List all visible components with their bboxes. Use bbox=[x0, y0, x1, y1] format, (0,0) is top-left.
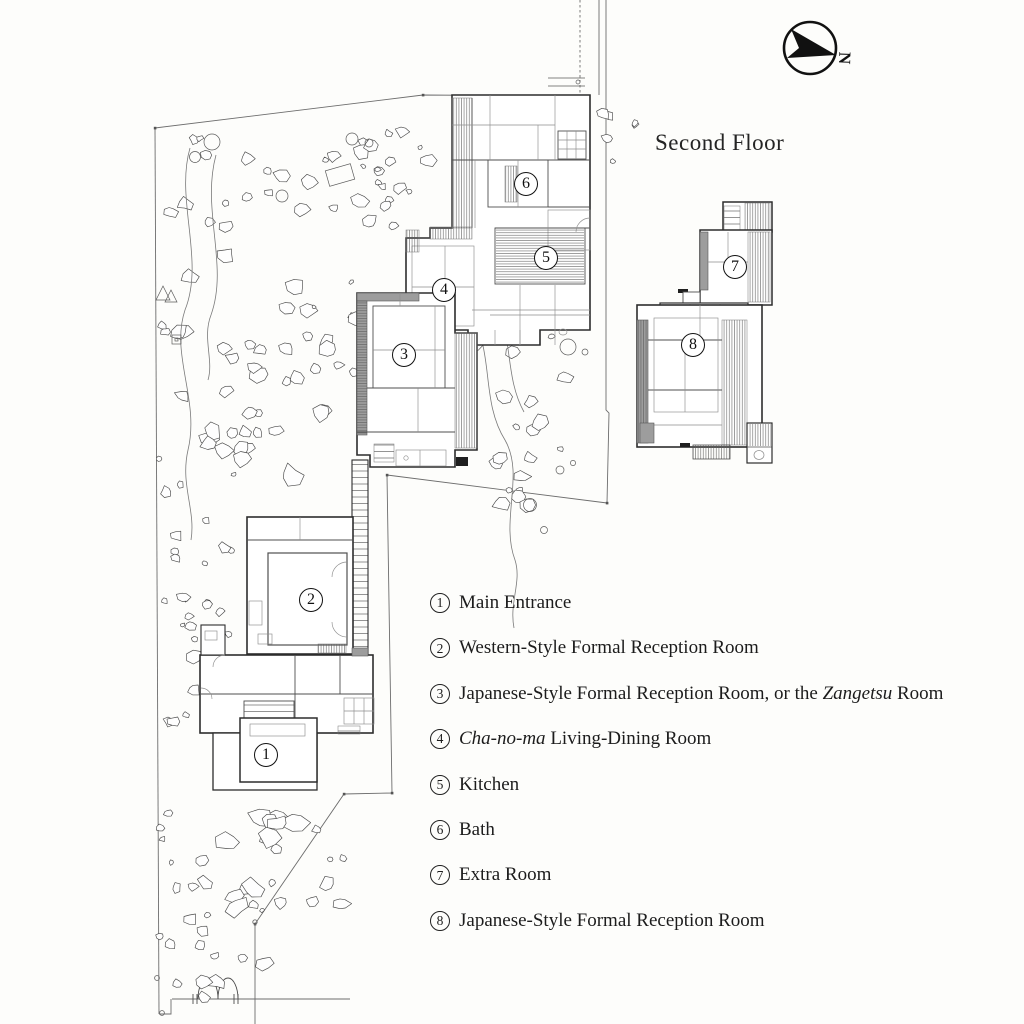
garden-stone bbox=[239, 425, 251, 437]
garden-stone bbox=[351, 194, 370, 208]
garden-stone bbox=[597, 108, 609, 119]
garden-stone bbox=[176, 593, 191, 601]
garden-stone bbox=[231, 472, 236, 476]
legend-label bbox=[459, 819, 495, 841]
garden-stone bbox=[162, 598, 168, 604]
legend-text-pre: Extra Room bbox=[459, 864, 552, 886]
garden-stone bbox=[222, 200, 229, 206]
legend-number-badge: 6 bbox=[430, 820, 450, 840]
compass-icon bbox=[784, 22, 836, 74]
garden-stone bbox=[493, 453, 507, 465]
garden-stone bbox=[156, 824, 165, 831]
garden-stone bbox=[557, 372, 574, 383]
garden-stone bbox=[159, 836, 165, 841]
plan-marker-room-2: 2 bbox=[299, 588, 323, 612]
garden-stone bbox=[215, 443, 235, 459]
garden-stone bbox=[195, 940, 205, 949]
legend-label bbox=[459, 910, 765, 932]
garden-stone bbox=[242, 407, 257, 419]
garden-stone bbox=[279, 343, 292, 355]
garden-stone bbox=[532, 414, 549, 431]
garden-stone bbox=[219, 386, 234, 398]
garden-stone bbox=[557, 447, 563, 452]
garden-stone bbox=[225, 632, 232, 638]
plan-marker-room-6: 6 bbox=[514, 172, 538, 196]
garden-stone bbox=[245, 340, 256, 349]
garden-stone bbox=[389, 222, 399, 230]
legend-number-badge: 1 bbox=[430, 593, 450, 613]
garden-stone bbox=[202, 561, 208, 566]
garden-stone bbox=[156, 456, 162, 461]
garden-stone bbox=[177, 196, 193, 210]
legend-text-pre: Japanese-Style Formal Reception Room bbox=[459, 909, 765, 931]
legend-label bbox=[459, 637, 759, 659]
legend-text-italic: Zangetsu bbox=[822, 682, 893, 704]
garden-stone bbox=[173, 883, 180, 894]
garden-stone bbox=[185, 622, 197, 630]
legend-item-8 bbox=[430, 909, 943, 933]
garden-stone bbox=[312, 305, 316, 309]
garden-stone bbox=[406, 190, 412, 195]
garden-stone bbox=[310, 363, 321, 373]
legend-label bbox=[459, 592, 571, 614]
garden-stone bbox=[197, 926, 208, 936]
legend-item-7 bbox=[430, 863, 943, 887]
garden-stone bbox=[184, 914, 196, 924]
garden-stone bbox=[242, 193, 252, 202]
legend-number-badge: 7 bbox=[430, 865, 450, 885]
second-floor-title: Second Floor bbox=[655, 130, 785, 155]
garden-stone bbox=[161, 486, 171, 498]
garden-stone bbox=[378, 183, 385, 189]
garden-stone bbox=[173, 979, 182, 988]
garden-stone bbox=[282, 376, 290, 386]
garden-stone bbox=[254, 345, 267, 355]
garden-stone bbox=[269, 426, 284, 435]
garden-stone bbox=[380, 201, 391, 211]
garden-stone bbox=[188, 883, 199, 891]
legend-item-6 bbox=[430, 818, 943, 842]
legend-text-pre: Japanese-Style Formal Reception Room, or the bbox=[459, 682, 823, 704]
garden-stone bbox=[165, 939, 175, 949]
garden-stone bbox=[249, 900, 259, 908]
garden-stone bbox=[211, 953, 219, 960]
building-south-block bbox=[200, 517, 374, 790]
garden-stone bbox=[349, 280, 354, 284]
garden-stone bbox=[170, 531, 181, 541]
legend-number-badge: 2 bbox=[430, 638, 450, 658]
legend-item-4 bbox=[430, 727, 943, 751]
garden-stone bbox=[181, 623, 185, 627]
garden-stone bbox=[283, 463, 304, 486]
compass-north-label: N bbox=[834, 51, 855, 65]
garden-stone bbox=[219, 221, 233, 232]
garden-stone bbox=[506, 488, 512, 494]
garden-stone bbox=[181, 269, 199, 283]
garden-stone bbox=[394, 183, 407, 194]
garden-stone bbox=[514, 471, 532, 481]
garden-stone bbox=[217, 249, 233, 263]
garden-stone bbox=[363, 215, 377, 227]
legend-label bbox=[459, 728, 711, 750]
garden-stone bbox=[418, 145, 422, 149]
garden-stone bbox=[164, 208, 179, 218]
garden-stone bbox=[492, 497, 510, 510]
garden-stone bbox=[303, 332, 313, 341]
garden-stone bbox=[200, 150, 211, 160]
garden-stone bbox=[323, 157, 330, 162]
legend-text-post: Room bbox=[892, 682, 944, 704]
garden-stone bbox=[333, 899, 352, 909]
garden-stone bbox=[156, 933, 163, 940]
legend-item-3 bbox=[430, 682, 943, 706]
plan-marker-room-7: 7 bbox=[723, 255, 747, 279]
garden-stone bbox=[340, 855, 347, 862]
garden-stone bbox=[361, 164, 366, 168]
legend-item-5 bbox=[430, 773, 943, 797]
garden-stone bbox=[225, 353, 239, 364]
garden-stone bbox=[158, 321, 167, 329]
garden-stone bbox=[513, 424, 520, 430]
garden-stone bbox=[264, 167, 271, 174]
garden-stone bbox=[312, 825, 321, 833]
plan-marker-room-3: 3 bbox=[392, 343, 416, 367]
garden-stone bbox=[395, 127, 410, 138]
garden-stone bbox=[256, 957, 275, 971]
garden-stone bbox=[273, 170, 290, 182]
legend-number-badge: 4 bbox=[430, 729, 450, 749]
garden-stone bbox=[171, 548, 179, 555]
garden-stone bbox=[295, 203, 311, 217]
plan-marker-room-1: 1 bbox=[254, 743, 278, 767]
garden-stone bbox=[234, 452, 252, 468]
garden-stone bbox=[386, 157, 396, 166]
garden-stone bbox=[217, 342, 232, 355]
garden-stone bbox=[313, 405, 329, 423]
garden-stone bbox=[185, 613, 194, 620]
legend-number-badge: 3 bbox=[430, 684, 450, 704]
garden-stone bbox=[199, 991, 211, 1002]
garden-stone bbox=[274, 898, 286, 910]
garden-stone bbox=[216, 608, 225, 617]
plan-marker-room-5: 5 bbox=[534, 246, 558, 270]
plan-marker-room-4: 4 bbox=[432, 278, 456, 302]
garden-stone bbox=[525, 451, 538, 462]
legend-text-pre: Kitchen bbox=[459, 773, 520, 795]
garden-stone bbox=[197, 875, 212, 889]
legend-label bbox=[459, 774, 519, 796]
garden-stone bbox=[284, 814, 311, 831]
garden-stone bbox=[285, 279, 302, 294]
garden-stone bbox=[253, 427, 261, 437]
garden-stone bbox=[334, 362, 345, 369]
garden-stone bbox=[169, 860, 173, 866]
garden-stone bbox=[327, 151, 341, 162]
garden-stone bbox=[205, 217, 215, 226]
garden-stone bbox=[171, 554, 180, 562]
legend-text-pre: Main Entrance bbox=[459, 592, 572, 613]
garden-stone bbox=[238, 954, 248, 962]
garden-stone bbox=[269, 879, 276, 887]
garden-stone bbox=[306, 896, 318, 906]
legend-item-2 bbox=[430, 636, 943, 660]
garden-stone bbox=[265, 190, 273, 196]
garden-stone bbox=[227, 428, 238, 439]
garden-stone bbox=[524, 395, 538, 407]
garden-stone bbox=[203, 518, 209, 524]
legend-label bbox=[459, 683, 943, 705]
garden-stone bbox=[204, 912, 211, 918]
corridor-west bbox=[352, 460, 368, 656]
legend-text-pre: Western-Style Formal Reception Room bbox=[459, 637, 759, 659]
legend-item-1 bbox=[430, 591, 943, 615]
garden-stone bbox=[601, 134, 612, 143]
garden-stone bbox=[329, 205, 338, 211]
garden-stone bbox=[215, 832, 239, 849]
garden-stone bbox=[320, 876, 334, 890]
garden-stone bbox=[385, 129, 393, 136]
garden-stone bbox=[178, 481, 184, 488]
garden-stone bbox=[328, 857, 334, 862]
garden-stone bbox=[197, 136, 204, 142]
garden-stone bbox=[196, 975, 213, 989]
garden-stone bbox=[202, 601, 212, 610]
legend-text-pre: Bath bbox=[459, 818, 495, 840]
legend-number-badge: 5 bbox=[430, 775, 450, 795]
garden-stone bbox=[191, 636, 197, 642]
legend-number-badge: 8 bbox=[430, 911, 450, 931]
garden-stone bbox=[196, 855, 209, 866]
legend bbox=[430, 591, 943, 954]
garden-stone bbox=[548, 334, 555, 339]
garden-stone bbox=[174, 392, 188, 402]
garden-stone bbox=[420, 155, 437, 167]
garden-stone bbox=[241, 152, 255, 166]
garden-stone bbox=[188, 685, 200, 695]
garden-stone bbox=[161, 328, 171, 335]
legend-text-post: Living-Dining Room bbox=[545, 728, 712, 750]
garden-stone bbox=[163, 810, 173, 816]
garden-stone bbox=[610, 159, 615, 164]
garden-stone bbox=[279, 303, 295, 314]
garden-stone bbox=[496, 390, 513, 404]
garden-stone bbox=[301, 174, 318, 189]
legend-text-italic: Cha-no-ma bbox=[459, 728, 546, 750]
legend-label bbox=[459, 864, 551, 886]
plan-marker-room-8: 8 bbox=[681, 333, 705, 357]
garden-stone bbox=[290, 370, 304, 384]
garden-stone bbox=[183, 712, 190, 718]
building-second-floor bbox=[637, 202, 772, 463]
